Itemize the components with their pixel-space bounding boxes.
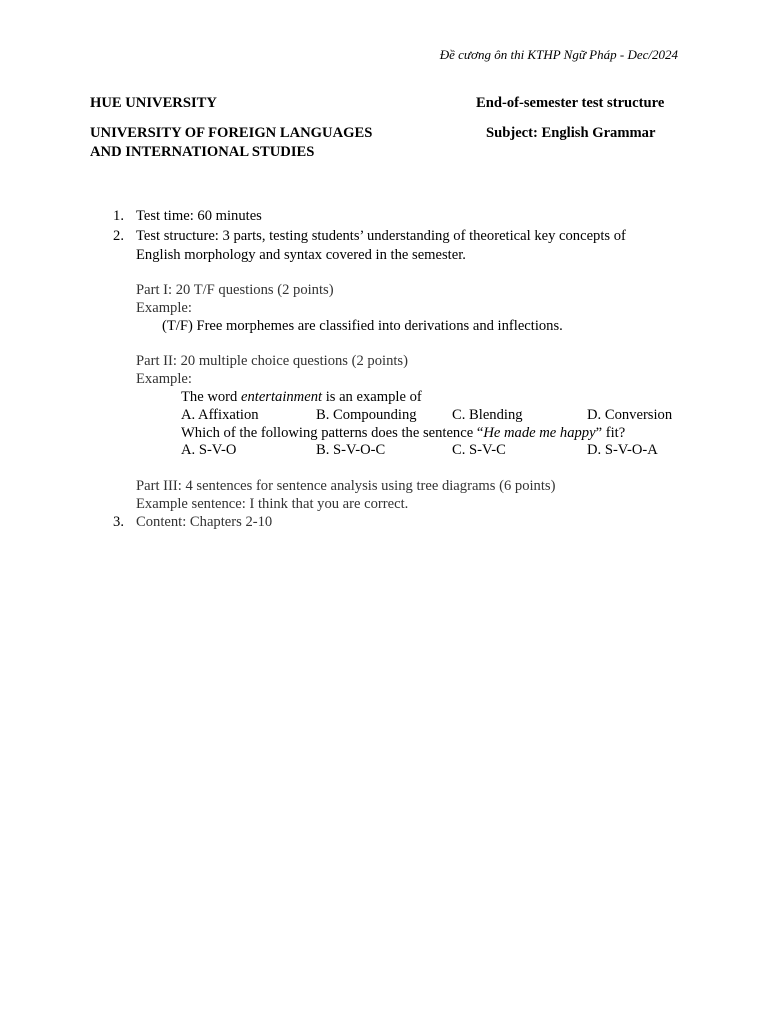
part2-question1 [181, 388, 422, 406]
item-number-1: 1. [113, 208, 124, 224]
q1-option-c: C. Blending [452, 407, 523, 423]
q2-option-a: A. S-V-O [181, 442, 237, 458]
part3-example: Example sentence: I think that you are correct. [136, 496, 409, 512]
question2-text-post: ” fit? [595, 425, 626, 441]
question1-emphasis: entertainment [240, 389, 323, 405]
q1-option-d: D. Conversion [587, 407, 673, 423]
q1-option-b: B. Compounding [316, 407, 417, 423]
part1-title: Part I: 20 T/F questions (2 points) [136, 282, 334, 298]
question1-text-pre: The word [181, 389, 241, 405]
q2-option-c: C. S-V-C [452, 442, 506, 458]
test-structure-line2: English morphology and syntax covered in the semester. [136, 247, 466, 263]
q1-option-a: A. Affixation [181, 407, 259, 423]
part3-title: Part III: 4 sentences for sentence analysis using tree diagrams (6 points) [136, 478, 556, 494]
content-chapters: Content: Chapters 2-10 [136, 514, 273, 530]
part2-title: Part II: 20 multiple choice questions (2 points) [136, 353, 408, 369]
question2-emphasis: He made me happy [483, 425, 596, 441]
test-structure-line1: Test structure: 3 parts, testing students’ understanding of theoretical key concepts of [136, 228, 626, 244]
document-title: End-of-semester test structure [476, 95, 665, 111]
question2-text-pre: Which of the following patterns does the sentence “ [181, 425, 484, 441]
faculty-name-line2: AND INTERNATIONAL STUDIES [90, 144, 315, 160]
test-time: Test time: 60 minutes [136, 208, 262, 224]
q2-option-d: D. S-V-O-A [587, 442, 658, 458]
item-number-2: 2. [113, 228, 124, 244]
question1-text-post: is an example of [322, 389, 422, 405]
running-header: Đề cương ôn thi KTHP Ngữ Pháp - Dec/2024 [439, 47, 678, 62]
faculty-name-line1: UNIVERSITY OF FOREIGN LANGUAGES [90, 125, 373, 141]
subject-line: Subject: English Grammar [486, 125, 656, 141]
q2-option-b: B. S-V-O-C [316, 442, 386, 458]
item-number-3: 3. [113, 514, 124, 530]
part1-example: (T/F) Free morphemes are classified into derivations and inflections. [162, 318, 563, 334]
university-name: HUE UNIVERSITY [90, 95, 217, 111]
part1-example-label: Example: [136, 300, 192, 316]
part2-example-label: Example: [136, 371, 192, 387]
part2-question2 [181, 424, 625, 442]
